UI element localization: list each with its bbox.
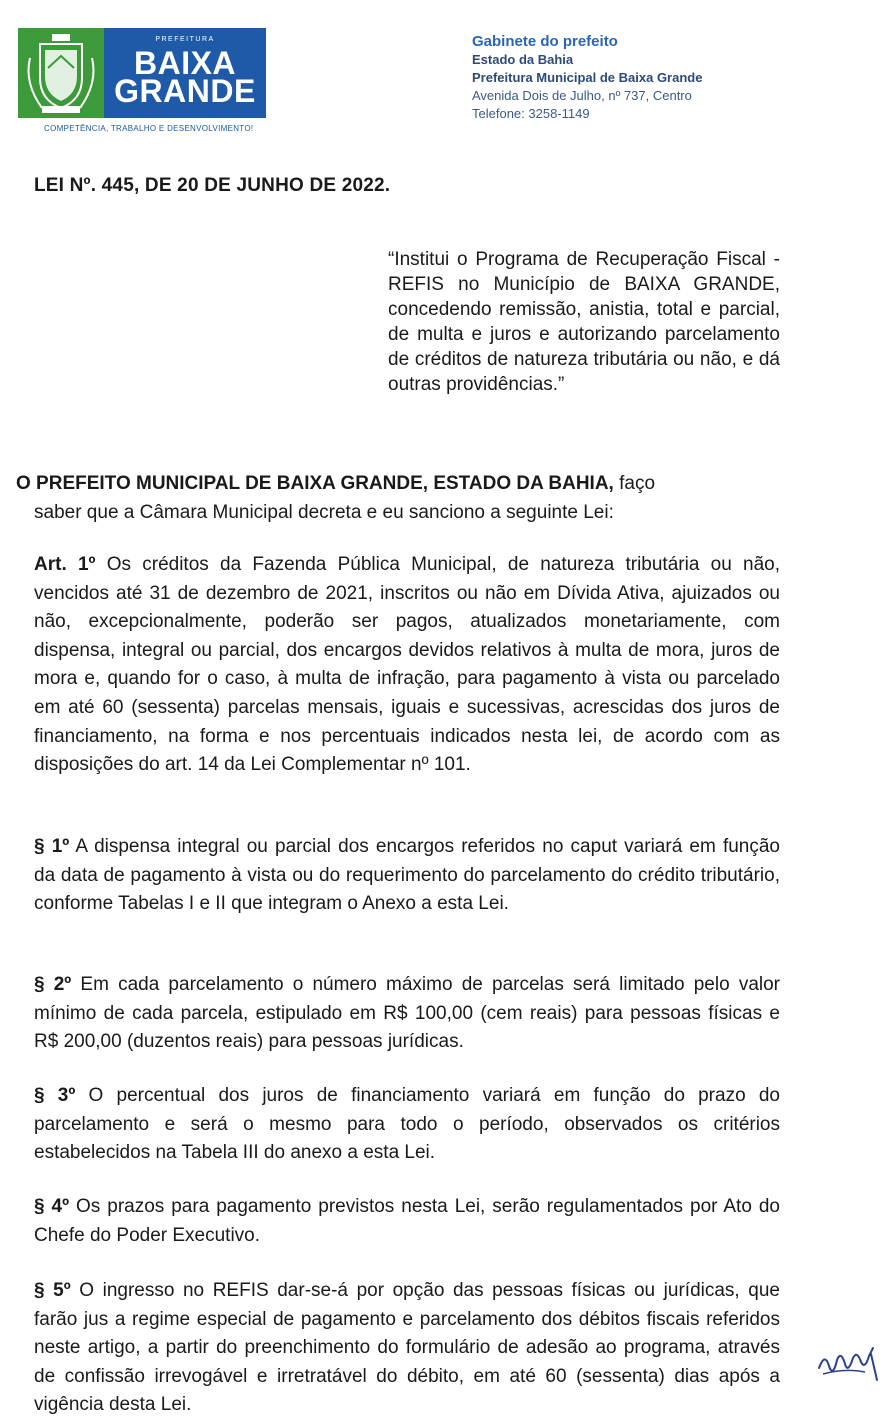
preamble-authority: O PREFEITO MUNICIPAL DE BAIXA GRANDE, ESTADO DA BAHIA,: [16, 473, 614, 494]
preamble-verb: faço: [613, 473, 656, 494]
paragraph-text: Em cada parcelamento o número máximo de parcelas será limitado pelo valor mínimo de cada parcela, estipulado em R$ 100,00 (cem reais) para pessoas físicas e R$ 200,00 (duzentos reais) para pessoas jurídicas.: [34, 974, 781, 1053]
logo-prefeitura-label: PREFEITURA: [155, 36, 215, 43]
coat-of-arms-icon: [18, 28, 104, 118]
article-1: [34, 551, 780, 780]
header-contact: [472, 33, 702, 123]
paragraph-2: [34, 971, 780, 1057]
law-preamble: [16, 470, 780, 527]
logo-name-line1: BAIXA: [133, 45, 237, 81]
handwritten-rubric: [815, 1338, 881, 1388]
municipal-logo: [18, 28, 268, 120]
law-title: LEI Nº. 445, DE 20 DE JUNHO DE 2022.: [34, 175, 391, 196]
paragraph-4: [34, 1193, 780, 1250]
paragraph-label: § 2º: [34, 974, 72, 995]
paragraph-text: Os prazos para pagamento previstos nesta Lei, serão regulamentados por Ato do Chefe do Poder Executivo.: [34, 1196, 780, 1246]
paragraph-text: A dispensa integral ou parcial dos encargos referidos no caput variará em função da data de pagamento à vista ou do requerimento do parcelamento do crédito tributário, conforme Tabelas I e II que integram o Anexo a esta Lei.: [34, 836, 780, 915]
contact-office: Gabinete do prefeito: [472, 33, 618, 50]
paragraph-5: [34, 1277, 780, 1420]
paragraph-1: [34, 833, 780, 919]
logo-crest-panel: [18, 28, 104, 118]
paragraph-label: § 5º: [34, 1280, 71, 1301]
paragraph-label: § 4º: [34, 1196, 70, 1217]
logo-tagline: COMPETÊNCIA, TRABALHO E DESENVOLVIMENTO!: [44, 124, 254, 133]
preamble-line2: saber que a Câmara Municipal decreta e eu sanciono a seguinte Lei:: [34, 501, 614, 523]
article-label: Art. 1º: [34, 554, 96, 575]
paragraph-label: § 1º: [34, 836, 70, 857]
contact-address: Avenida Dois de Julho, nº 737, Centro: [472, 88, 692, 103]
contact-state: Estado da Bahia: [472, 52, 574, 67]
article-text: Os créditos da Fazenda Pública Municipal, de natureza tributária ou não, vencidos até 31 de dezembro de 2021, inscritos ou não em Dívida Ativa, ajuizados ou não, excepcionalmente, poderão ser pagos, atualizados monetariamente, com dispensa, integral ou parcial, dos encargos devidos relativos à multa de mora, juros de mora e, quando for o caso, à multa de infração, para pagamento à vista ou parcelado em até 60 (sessenta) parcelas mensais, iguais e sucessivas, acrescidas dos juros de financiamento, na forma e nos percentuais indicados nesta lei, de acordo com as disposições do art. 14 da Lei Complementar nº 101.: [34, 554, 780, 776]
paragraph-3: [34, 1082, 780, 1168]
logo-name-line2: GRANDE: [114, 73, 256, 109]
paragraph-label: § 3º: [34, 1085, 76, 1106]
paragraph-text: O percentual dos juros de financiamento variará em função do prazo do parcelamento e será o mesmo para todo o período, observados os critérios estabelecidos na Tabela III do anexo a esta Lei.: [34, 1085, 780, 1164]
contact-entity: Prefeitura Municipal de Baixa Grande: [472, 70, 703, 85]
law-ementa: “Institui o Programa de Recuperação Fiscal - REFIS no Município de BAIXA GRANDE, concedendo remissão, anistia, total e parcial, de multa e juros e autorizando parcelamento de créditos de natureza tributária ou não, e dá outras providências.”: [388, 249, 780, 395]
contact-phone: Telefone: 3258-1149: [472, 106, 590, 121]
paragraph-text: O ingresso no REFIS dar-se-á por opção das pessoas físicas ou jurídicas, que farão jus a regime especial de pagamento e parcelamento dos débitos fiscais referidos neste artigo, a partir do preenchimento do formulário de adesão ao programa, através de confissão irrevogável e irretratável do débito, em até 60 (sessenta) dias após a vigência desta Lei.: [34, 1280, 780, 1416]
